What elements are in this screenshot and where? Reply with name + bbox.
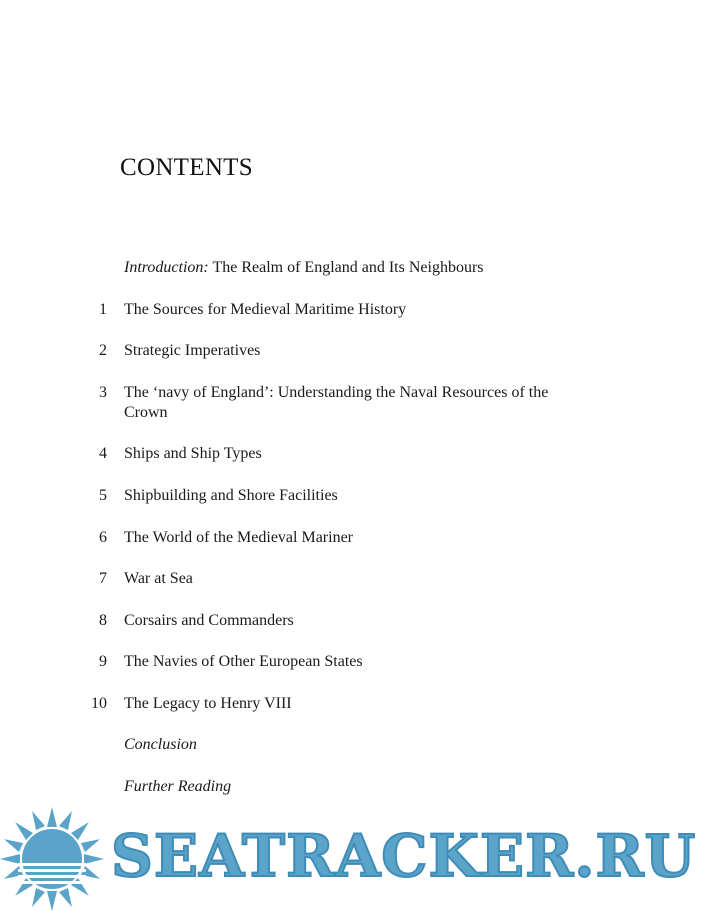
- toc-entry-number: 2: [99, 342, 107, 359]
- toc-entry-number: 8: [99, 612, 107, 629]
- toc-entry-title: The Navies of Other European States: [124, 653, 363, 670]
- toc-entry-title: Corsairs and Commanders: [124, 612, 294, 629]
- toc-entry-number: 1: [99, 301, 107, 318]
- toc-entry-title: Ships and Ship Types: [124, 445, 262, 462]
- toc-entry-title: The ‘navy of England’: Understanding the Naval Resources of the: [124, 384, 549, 401]
- toc-entry-title: Conclusion: [124, 736, 197, 753]
- toc-entry-number: 3: [99, 384, 107, 401]
- toc-entry-title: The Legacy to Henry VIII: [124, 695, 292, 712]
- toc-entry-italic-label: Introduction:: [124, 259, 209, 276]
- toc-entry-number: 5: [99, 487, 107, 504]
- toc-entry-title: War at Sea: [124, 570, 193, 587]
- toc-entry-number: 9: [99, 653, 107, 670]
- toc-entry-title: The Realm of England and Its Neighbours: [208, 259, 484, 276]
- watermark-text: SEATRACKER.RU: [111, 822, 697, 890]
- toc-entry-number: 4: [99, 445, 107, 462]
- toc-entry-number: 10: [91, 695, 107, 712]
- toc-entry-title-continuation: Crown: [124, 404, 168, 421]
- toc-entry-number: 7: [99, 570, 107, 587]
- toc-entry-title: Further Reading: [124, 778, 232, 795]
- toc-entry-number: 6: [99, 529, 107, 546]
- toc-entry-title: Shipbuilding and Shore Facilities: [124, 487, 338, 504]
- toc-entry-title: Strategic Imperatives: [124, 342, 261, 359]
- page-title: CONTENTS: [120, 154, 253, 181]
- toc-entry-title: The Sources for Medieval Maritime History: [124, 301, 407, 318]
- toc-entry-title: The World of the Medieval Mariner: [124, 529, 354, 546]
